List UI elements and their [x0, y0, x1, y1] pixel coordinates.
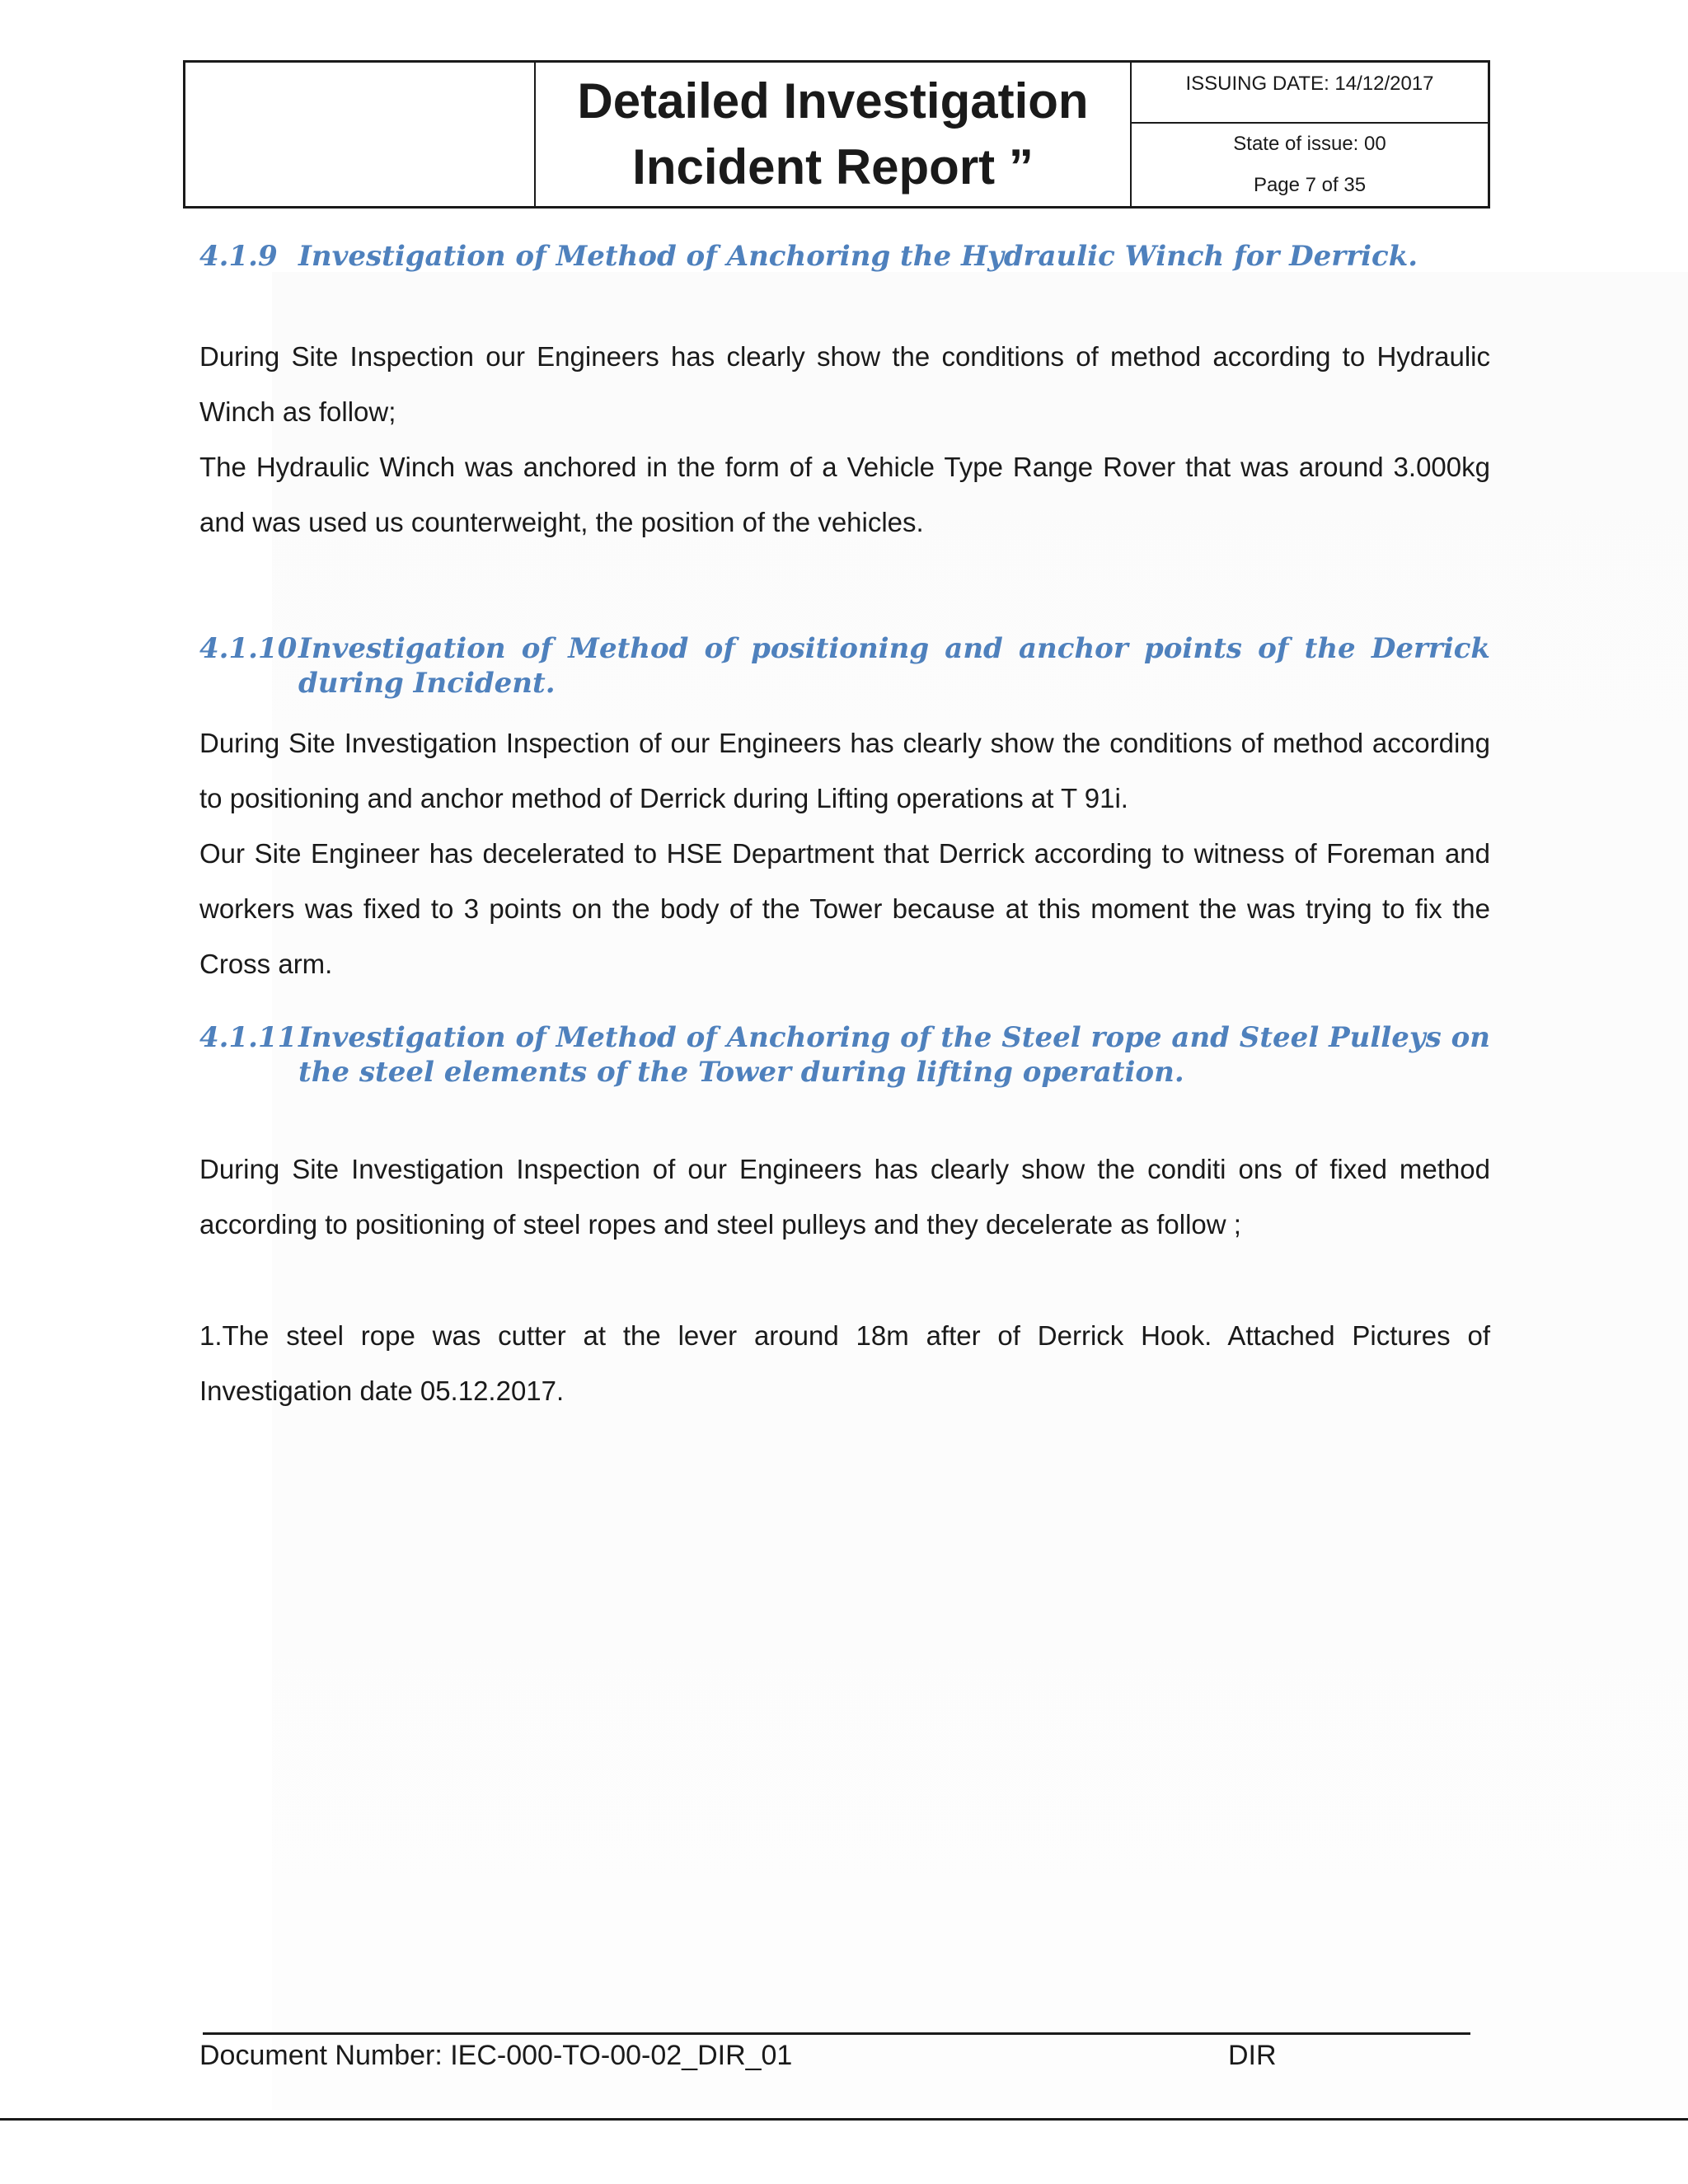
document-header-table [183, 60, 1490, 209]
logo-cell [185, 63, 536, 206]
section-number: 4.1.9 [199, 240, 278, 273]
section-body-4-1-9 [199, 329, 1490, 550]
section-heading-4-1-10 [199, 631, 1490, 701]
paragraph: During Site Investigation Inspection of our Engineers has clearly show the conditi ons of fixed method according to positioning of steel ropes and steel pulleys and they decelerate as follow ; [199, 1154, 1490, 1240]
section-heading-4-1-11 [199, 1020, 1490, 1090]
title-line-1: Detailed Investigation [577, 73, 1089, 129]
issue-status [1132, 124, 1488, 206]
footer-divider [203, 2032, 1470, 2035]
paragraph: 1.The steel rope was cutter at the lever around 18m after of Derrick Hook. Attached Pictures of Investigation date 05.12.2017. [199, 1320, 1490, 1406]
state-of-issue: State of issue: 00 [1233, 133, 1386, 155]
section-heading-4-1-9 [199, 239, 1490, 274]
issuing-date: ISSUING DATE: 14/12/2017 [1132, 63, 1488, 124]
title-line-2: Incident Report ” [632, 139, 1034, 194]
section-body-4-1-10 [199, 715, 1490, 991]
section-title: Investigation of Method of Anchoring the Hydraulic Winch for Derrick. [298, 240, 1418, 273]
section-number: 4.1.10 [199, 632, 298, 665]
document-number: Document Number: IEC-000-TO-00-02_DIR_01 [199, 2040, 793, 2071]
page-bottom-rule [0, 2118, 1688, 2121]
section-title: Investigation of Method of Anchoring of the Steel rope and Steel Pulleys on the steel elements of the Tower during lifting operation. [298, 1021, 1490, 1089]
paragraph: Our Site Engineer has decelerated to HSE Department that Derrick according to witness of Foreman and workers was fixed to 3 points on the body of the Tower because at this moment the was trying to fix the Cross arm. [199, 838, 1490, 979]
paragraph: The Hydraulic Winch was anchored in the form of a Vehicle Type Range Rover that was around 3.000kg and was used us counterweight, the position of the vehicles. [199, 452, 1490, 537]
document-code: DIR [1228, 2040, 1277, 2071]
page-number: Page 7 of 35 [1253, 174, 1367, 196]
paragraph: During Site Inspection our Engineers has clearly show the conditions of method according to Hydraulic Winch as follow; [199, 341, 1490, 427]
document-title [536, 63, 1132, 206]
paragraph: During Site Investigation Inspection of our Engineers has clearly show the conditions of method according to positioning and anchor method of Derrick during Lifting operations at T 91i. [199, 728, 1490, 813]
issue-info-cell [1132, 63, 1488, 206]
section-body-4-1-11 [199, 1141, 1490, 1252]
section-number: 4.1.11 [199, 1021, 298, 1054]
section-title: Investigation of Method of positioning and anchor points of the Derrick during Incident. [298, 632, 1490, 700]
section-body-4-1-11-item [199, 1308, 1490, 1418]
